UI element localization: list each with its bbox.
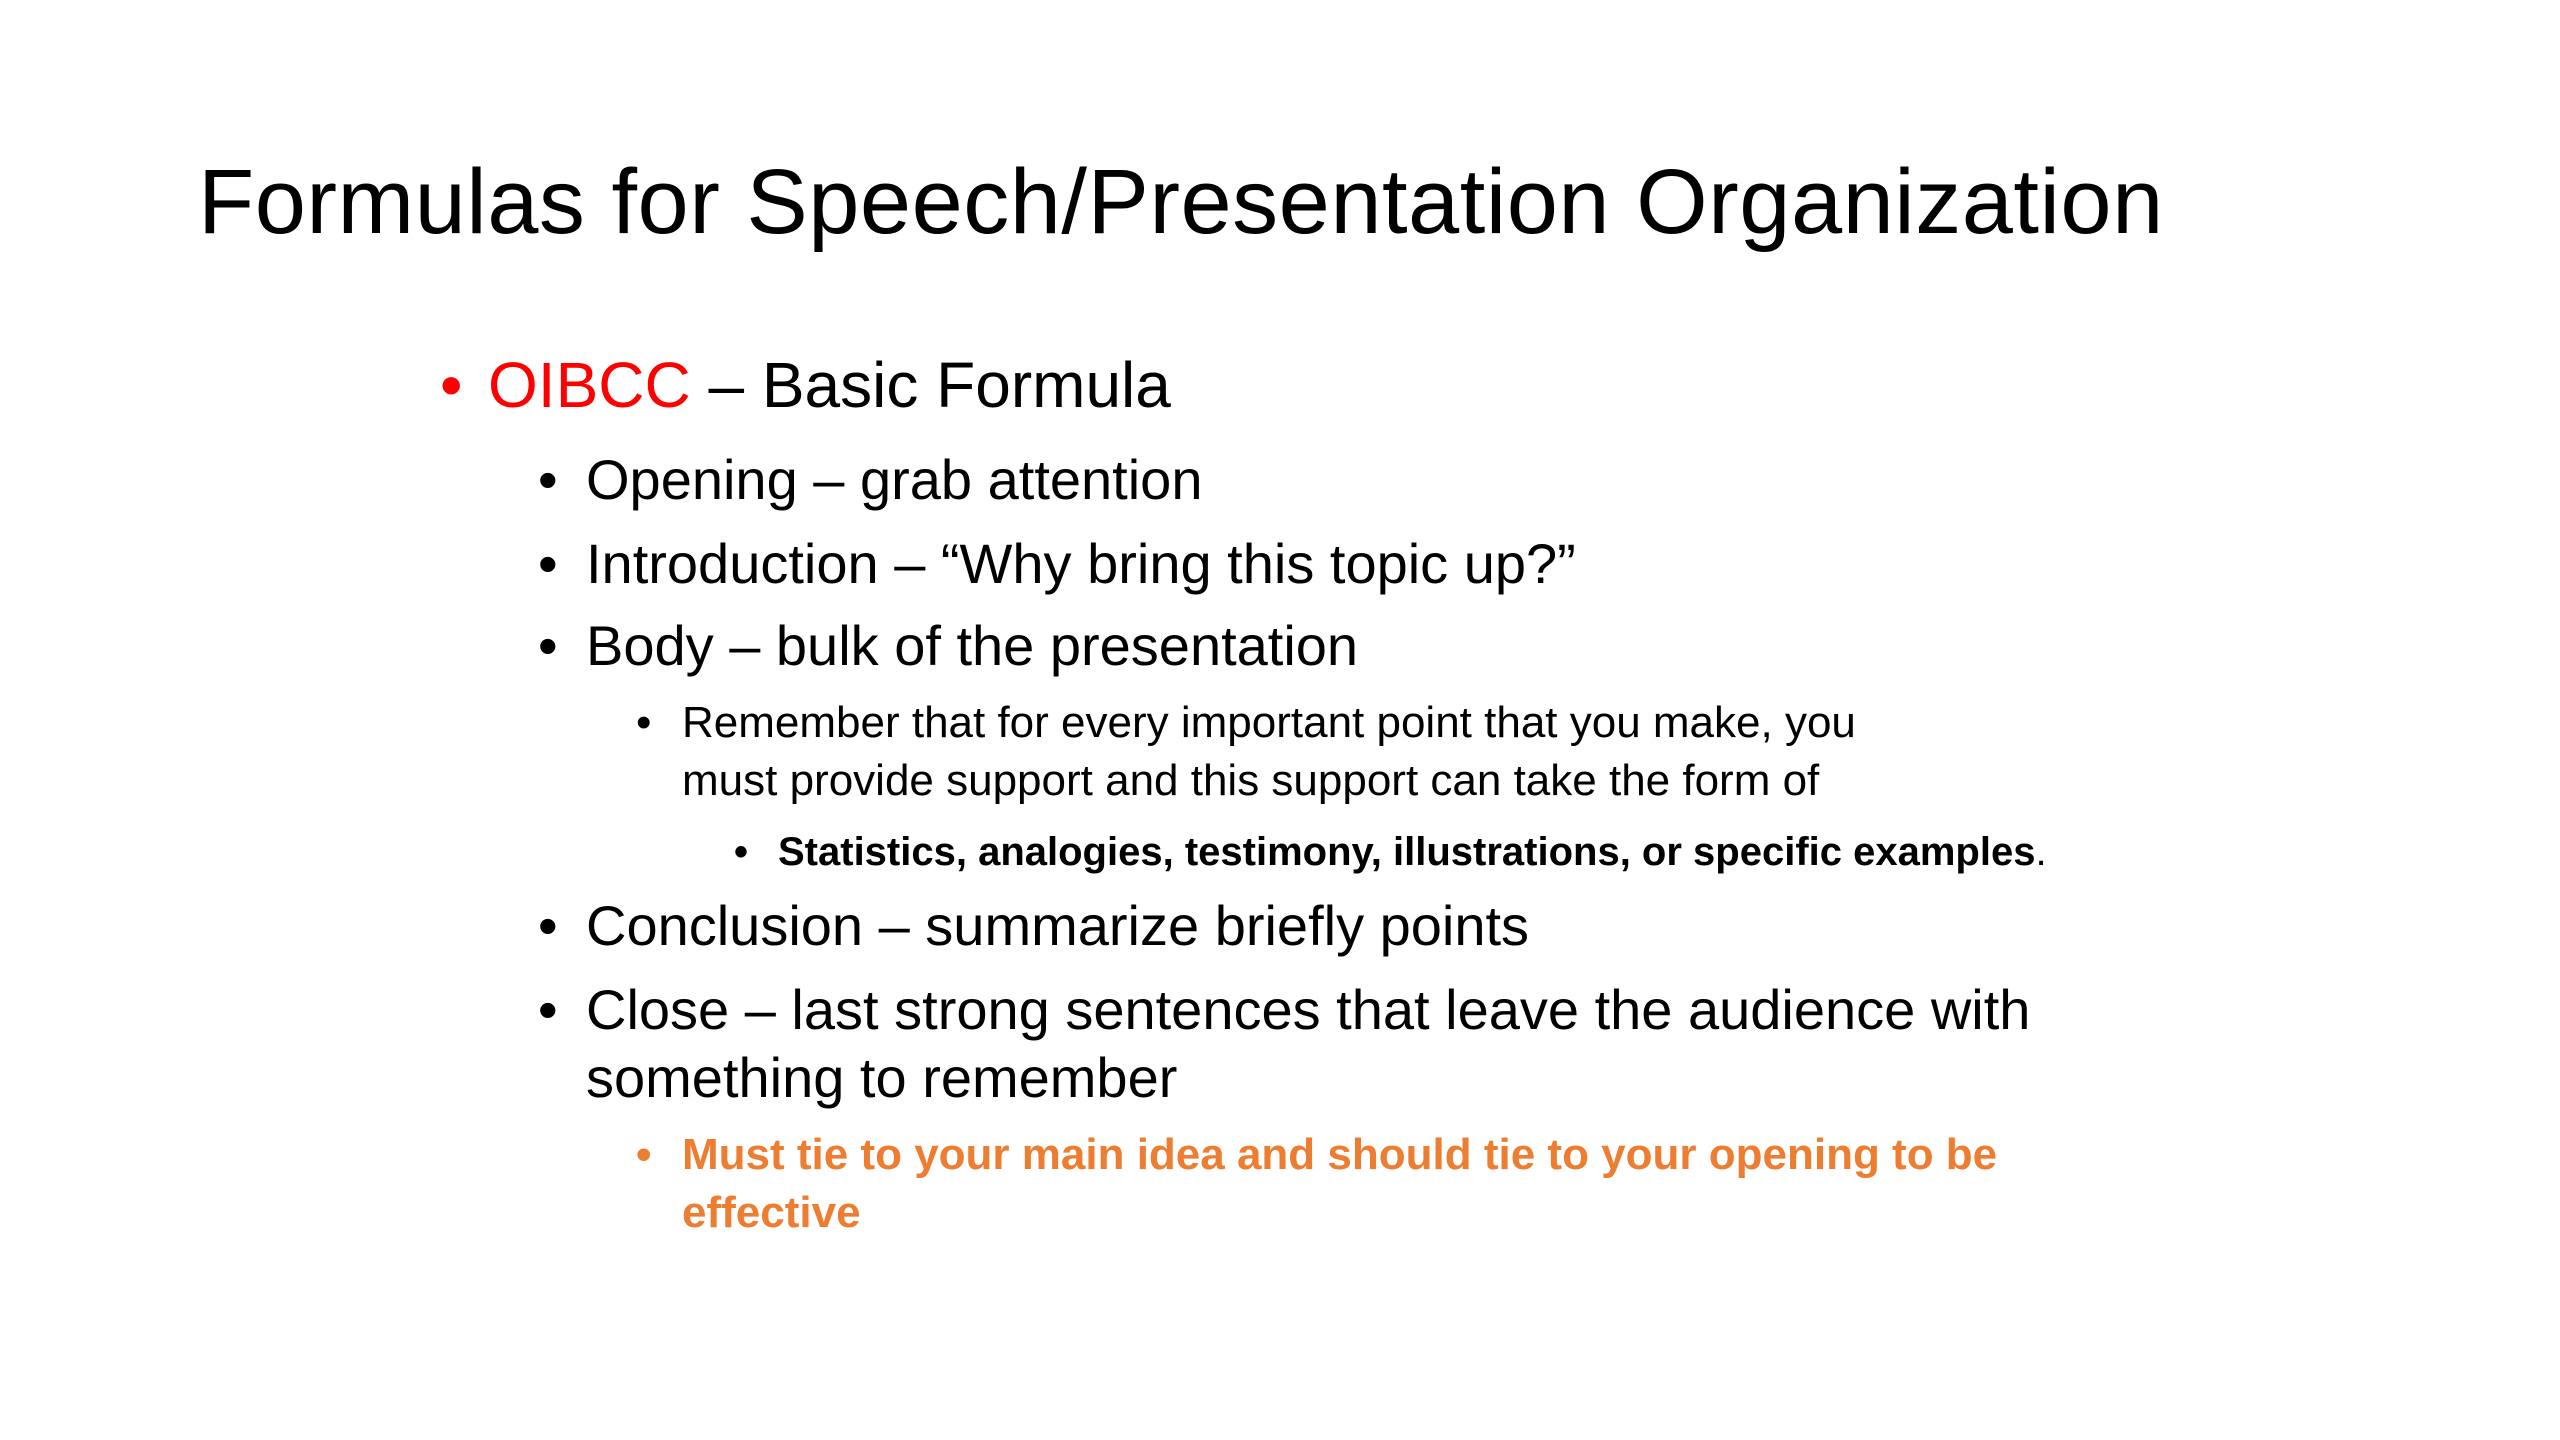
- close-sub-line-2: effective: [682, 1188, 861, 1237]
- bullet-dot-icon: •: [538, 978, 558, 1041]
- list-item-label: Introduction – “Why bring this topic up?”: [586, 532, 1576, 595]
- bullet-dot-icon: •: [636, 698, 652, 747]
- oibcc-heading-text: – Basic Formula: [690, 349, 1171, 421]
- bullet-dot-icon: •: [636, 1130, 652, 1179]
- bullet-dot-icon: •: [538, 614, 558, 677]
- bullet-dot-icon: •: [440, 349, 463, 421]
- bullet-dot-icon: •: [538, 894, 558, 957]
- bullet-dot-icon: •: [538, 448, 558, 511]
- list-item-label: Opening – grab attention: [586, 448, 1203, 511]
- bullet-dot-icon: •: [734, 830, 749, 874]
- body-sub-line-2: must provide support and this support can take the form of: [682, 756, 1820, 805]
- oibcc-acronym: OIBCC: [488, 349, 691, 421]
- close-label-line-2: something to remember: [586, 1046, 1178, 1109]
- body-sub-line-1: Remember that for every important point that you make, you: [682, 698, 1856, 747]
- slide-title: Formulas for Speech/Presentation Organization: [198, 151, 2164, 253]
- close-label-line-1: Close – last strong sentences that leave the audience with: [586, 978, 2031, 1041]
- close-sub-line-1: Must tie to your main idea and should tie to your opening to be: [682, 1130, 1998, 1179]
- support-forms-text: Statistics, analogies, testimony, illustrations, or specific examples: [778, 830, 2036, 874]
- bullet-dot-icon: •: [538, 532, 558, 595]
- list-item-label: Body – bulk of the presentation: [586, 614, 1359, 677]
- list-item-label: Conclusion – summarize briefly points: [586, 894, 1530, 957]
- support-forms-period: .: [2035, 830, 2047, 874]
